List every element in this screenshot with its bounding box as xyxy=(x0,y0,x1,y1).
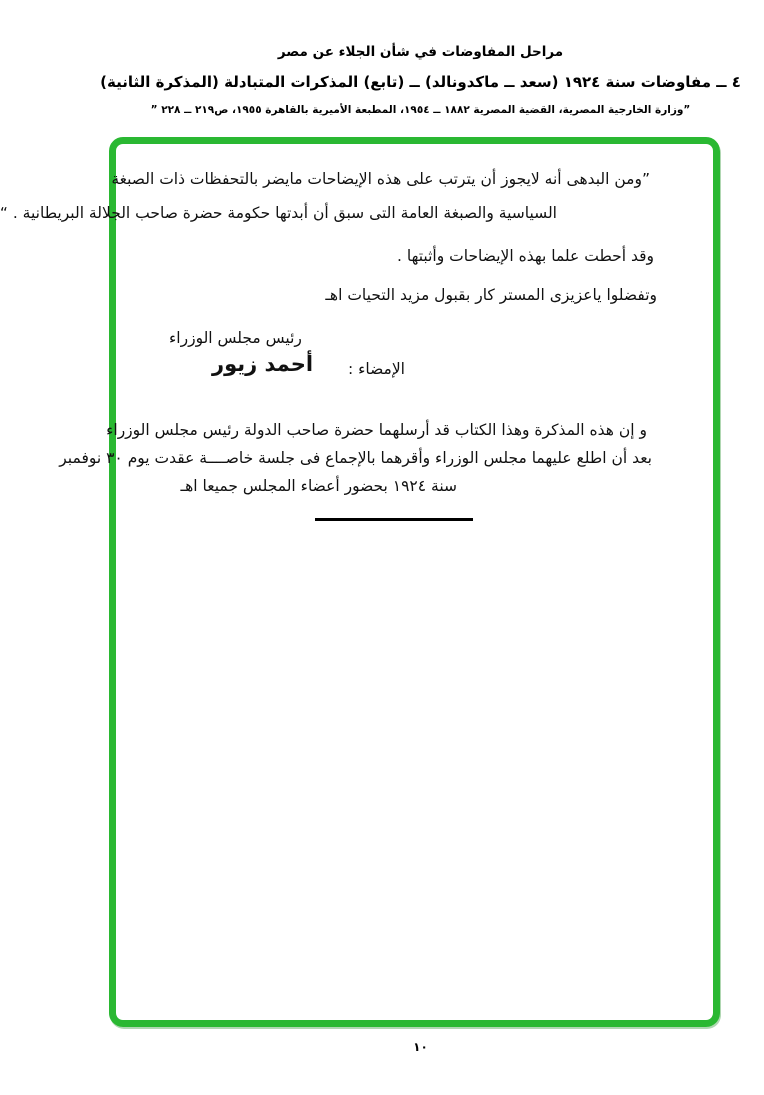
quote-line-1: ”ومن البدهى أنه لايجوز أن يترتب على هذه الإيضاحات مايضر بالتحفظات ذات الصبغة xyxy=(111,170,650,188)
salutation-line: وتفضلوا ياعزيزى المستر كار بقبول مزيد التحيات اهـ xyxy=(325,286,657,304)
document-subtitle: ٤ ــ مفاوضات سنة ١٩٢٤ (سعد ــ ماكدونالد) ــ (تابع) المذكرات المتبادلة (المذكرة الثانية) xyxy=(100,73,741,91)
closing-line-1: و إن هذه المذكرة وهذا الكتاب قد أرسلهما حضرة صاحب الدولة رئيس مجلس الوزراء xyxy=(106,421,647,439)
signature-name: أحمد زيور xyxy=(212,352,314,376)
acknowledgement-line: وقد أحطت علما بهذه الإيضاحات وأثبتها . xyxy=(397,247,654,265)
document-frame xyxy=(109,137,720,1027)
divider-rule xyxy=(315,518,473,521)
source-citation: ”وزارة الخارجية المصرية، القضية المصرية ١٨٨٢ ــ ١٩٥٤، المطبعة الأميرية بالقاهرة ١٩٥٥، ص٢١٩ ــ ٢٢٨ ” xyxy=(150,104,691,116)
page-number: ١٠ xyxy=(413,1040,428,1054)
document-title: مراحل المفاوضات في شأن الجلاء عن مصر xyxy=(277,44,564,60)
closing-line-3: سنة ١٩٢٤ بحضور أعضاء المجلس جميعا اهـ xyxy=(180,477,457,495)
quote-line-2: السياسية والصبغة العامة التى سبق أن أبدتها حكومة حضرة صاحب الجلالة البريطانية . “ xyxy=(0,204,557,222)
closing-line-2: بعد أن اطلع عليهما مجلس الوزراء وأقرهما بالإجماع فى جلسة خاصــــة عقدت يوم ٣٠ نوفمبر xyxy=(59,449,652,467)
signature-label: الإمضاء : xyxy=(347,360,405,378)
signature-title: رئيس مجلس الوزراء xyxy=(169,329,302,347)
